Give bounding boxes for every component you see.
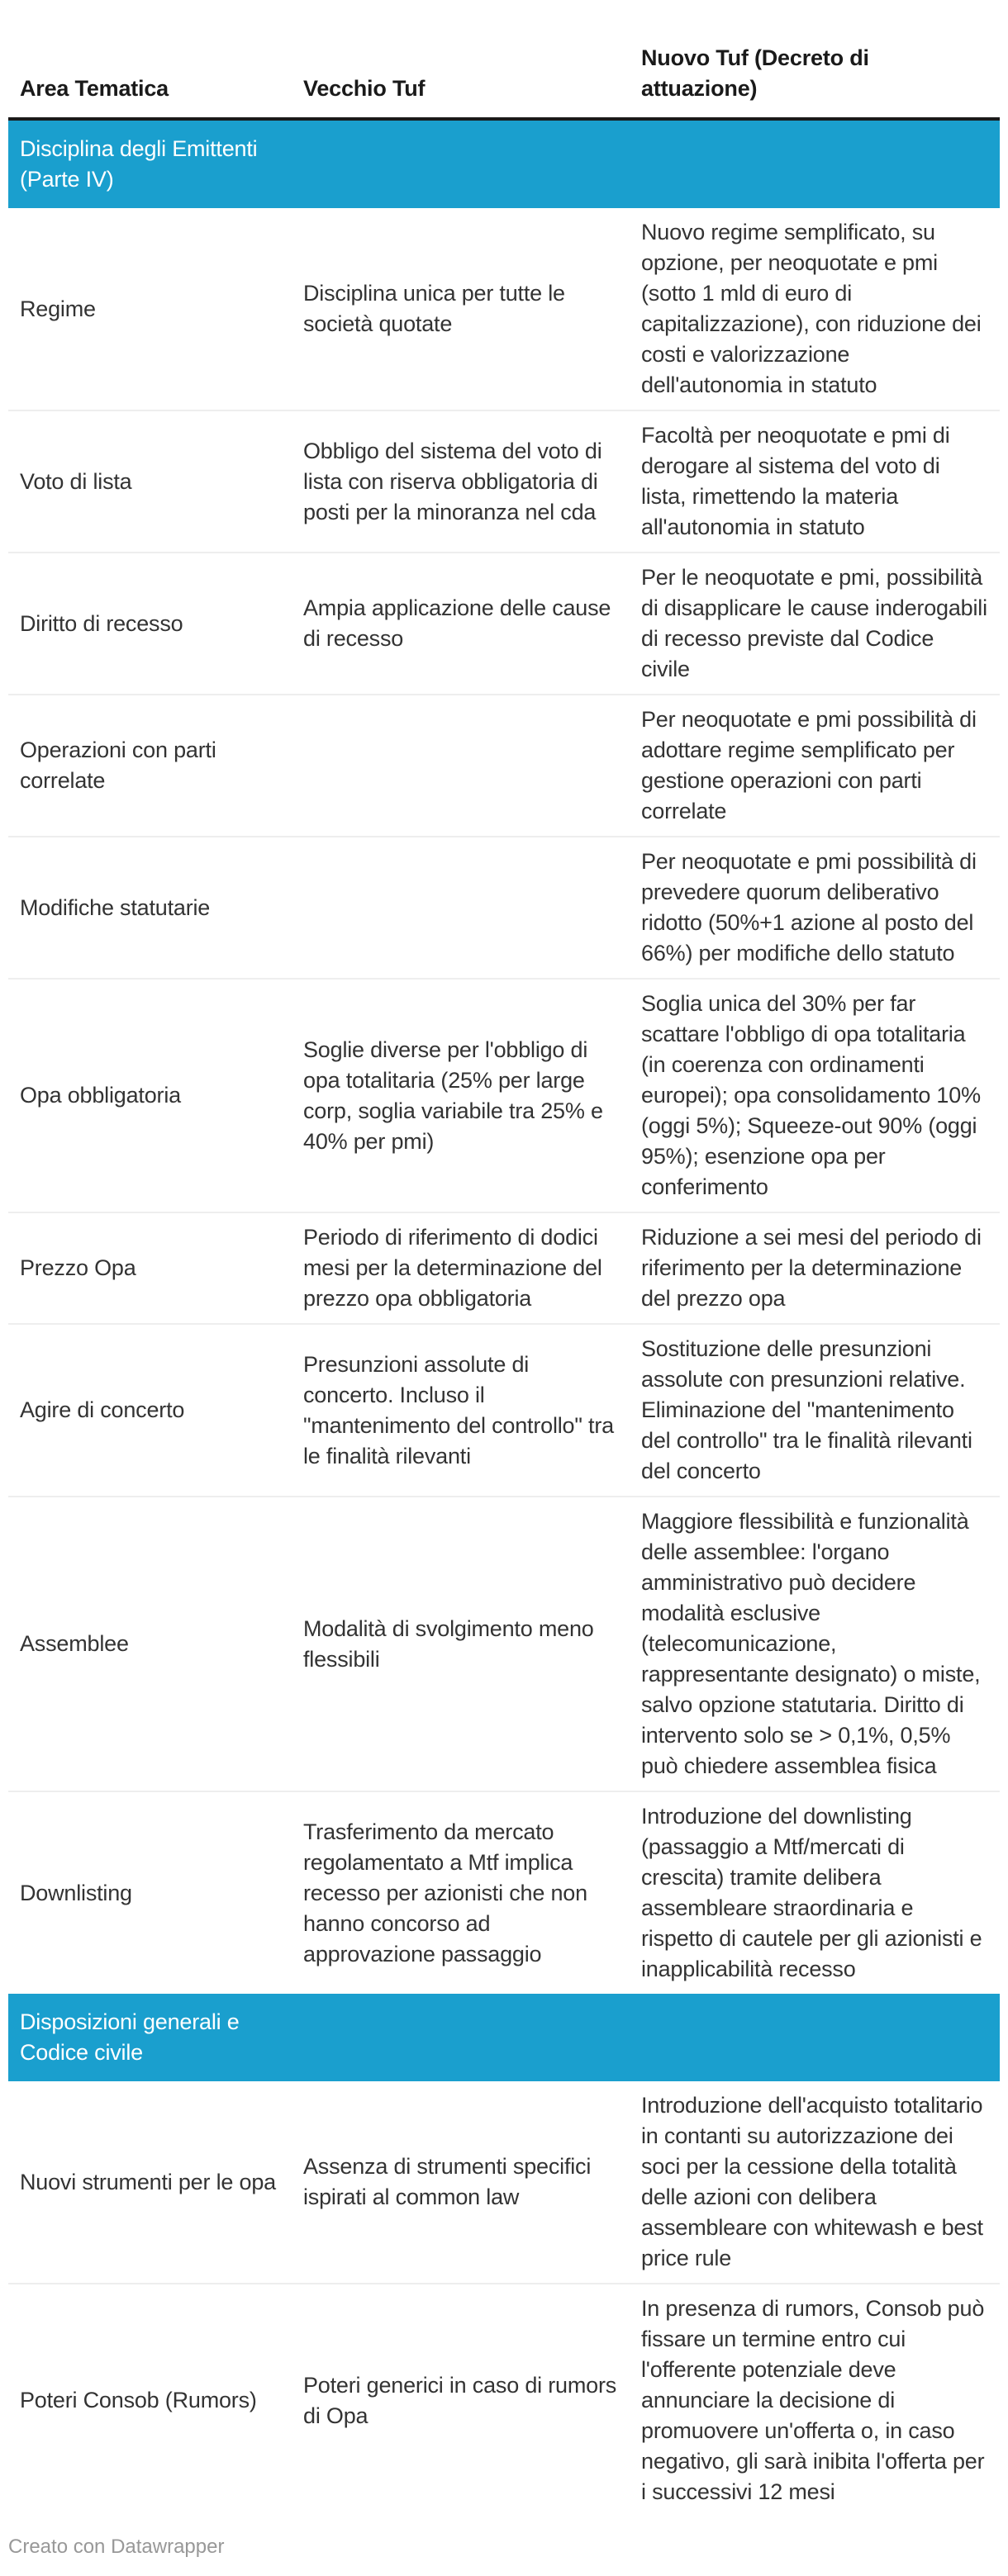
cell-nuovo-tuf: Introduzione dell'acquisto totalitario in contanti su autorizzazione dei soci per la cessione della totalità delle azioni con delibera assembleare con whitewash e best price rule	[641, 2093, 983, 2270]
table-row	[8, 208, 1000, 410]
cell-nuovo-tuf: In presenza di rumors, Consob può fissare un termine entro cui l'offerente potenziale deve annunciare la decisione di promuovere un'offerta o, in caso negativo, gli sarà inibita l'offerta per i successivi 12 mesi	[641, 2296, 985, 2504]
table-body	[8, 121, 1000, 2517]
table-row	[8, 694, 1000, 836]
cell-vecchio-tuf: Soglie diverse per l'obbligo di opa totalitaria (25% per large corp, soglia variabile tra 25% e 40% per pmi)	[303, 1037, 603, 1154]
section-header-row	[8, 121, 1000, 208]
cell-nuovo-tuf: Introduzione del downlisting (passaggio a Mtf/mercati di crescita) tramite delibera assembleare straordinaria e rispetto di cautele per gli azionisti e inapplicabilità recesso	[641, 1804, 982, 1981]
cell-nuovo-tuf: Riduzione a sei mesi del periodo di riferimento per la determinazione del prezzo opa	[641, 1225, 982, 1311]
table-row	[8, 978, 1000, 1212]
table-row	[8, 2283, 1000, 2517]
cell-nuovo-tuf: Soglia unica del 30% per far scattare l'obbligo di opa totalitaria (in coerenza con ordinamenti europei); opa consolidamento 10% (oggi 5%); Squeeze-out 90% (oggi 95%); esenzione opa per conferimento	[641, 991, 981, 1199]
cell-area-tematica: Operazioni con parti correlate	[20, 738, 216, 793]
table-row	[8, 552, 1000, 694]
cell-nuovo-tuf: Per neoquotate e pmi possibilità di adottare regime semplificato per gestione operazioni con parti correlate	[641, 707, 977, 823]
cell-nuovo-tuf: Per le neoquotate e pmi, possibilità di disapplicare le cause inderogabili di recesso previste dal Codice civile	[641, 565, 987, 681]
table-header-row	[8, 0, 1000, 121]
cell-vecchio-tuf: Trasferimento da mercato regolamentato a Mtf implica recesso per azionisti che non hanno concorso ad approvazione passaggio	[303, 1819, 587, 1966]
cell-vecchio-tuf: Obbligo del sistema del voto di lista con riserva obbligatoria di posti per la minoranza nel cda	[303, 438, 602, 524]
cell-vecchio-tuf: Poteri generici in caso di rumors di Opa	[303, 2372, 617, 2428]
cell-nuovo-tuf: Maggiore flessibilità e funzionalità delle assemblee: l'organo amministrativo può decidere modalità esclusive (telecomunicazione, rappresentante designato) o miste, salvo opzione statutaria. Diritto di intervento solo se > 0,1%, 0,5% può chiedere assemblea fisica	[641, 1509, 981, 1778]
cell-area-tematica: Agire di concerto	[20, 1397, 185, 1422]
cell-vecchio-tuf: Modalità di svolgimento meno flessibili	[303, 1615, 594, 1672]
table-row	[8, 410, 1000, 552]
cell-vecchio-tuf: Assenza di strumenti specifici ispirati al common law	[303, 2154, 592, 2209]
cell-area-tematica: Regime	[20, 296, 96, 321]
cell-vecchio-tuf: Presunzioni assolute di concerto. Incluso il "mantenimento del controllo" tra le finalità rilevanti	[303, 1351, 614, 1468]
attribution-link[interactable]: Creato con Datawrapper	[8, 2536, 225, 2558]
cell-area-tematica: Assemblee	[20, 1631, 129, 1656]
section-label: Disposizioni generali e Codice civile	[20, 2009, 240, 2065]
cell-area-tematica: Opa obbligatoria	[20, 1083, 181, 1108]
cell-area-tematica: Modifiche statutarie	[20, 894, 211, 920]
table-row	[8, 1791, 1000, 1994]
cell-area-tematica: Diritto di recesso	[20, 610, 183, 636]
cell-area-tematica: Prezzo Opa	[20, 1255, 136, 1280]
cell-nuovo-tuf: Sostituzione delle presunzioni assolute con presunzioni relative. Eliminazione del "mantenimento del controllo" tra le finalità rilevanti del concerto	[641, 1336, 972, 1483]
cell-area-tematica: Nuovi strumenti per le opa	[20, 2169, 276, 2194]
section-label: Disciplina degli Emittenti (Parte IV)	[20, 136, 258, 192]
cell-vecchio-tuf: Periodo di riferimento di dodici mesi per la determinazione del prezzo opa obbligatoria	[303, 1225, 602, 1311]
cell-area-tematica: Downlisting	[20, 1880, 132, 1905]
cell-area-tematica: Poteri Consob (Rumors)	[20, 2388, 257, 2412]
column-header-area-tematica: Area Tematica	[20, 76, 169, 101]
column-header-nuovo-tuf: Nuovo Tuf (Decreto di attuazione)	[641, 45, 869, 101]
section-header-row	[8, 1994, 1000, 2081]
column-header-vecchio-tuf: Vecchio Tuf	[303, 76, 426, 101]
table-row	[8, 1496, 1000, 1791]
cell-nuovo-tuf: Per neoquotate e pmi possibilità di prevedere quorum deliberativo ridotto (50%+1 azione al posto del 66%) per modifiche dello statuto	[641, 849, 977, 965]
cell-area-tematica: Voto di lista	[20, 468, 132, 494]
cell-nuovo-tuf: Nuovo regime semplificato, su opzione, per neoquotate e pmi (sotto 1 mld di euro di capitalizzazione), con riduzione dei costi e valorizzazione dell'autonomia in statuto	[641, 220, 982, 397]
table-row	[8, 1212, 1000, 1323]
cell-vecchio-tuf: Disciplina unica per tutte le società quotate	[303, 281, 565, 336]
cell-nuovo-tuf: Facoltà per neoquotate e pmi di derogare al sistema del voto di lista, rimettendo la materia all'autonomia in statuto	[641, 423, 950, 539]
table-row	[8, 2081, 1000, 2283]
table-row	[8, 1323, 1000, 1496]
cell-vecchio-tuf: Ampia applicazione delle cause di recesso	[303, 595, 611, 651]
table-row	[8, 836, 1000, 978]
footer	[8, 2517, 1000, 2576]
